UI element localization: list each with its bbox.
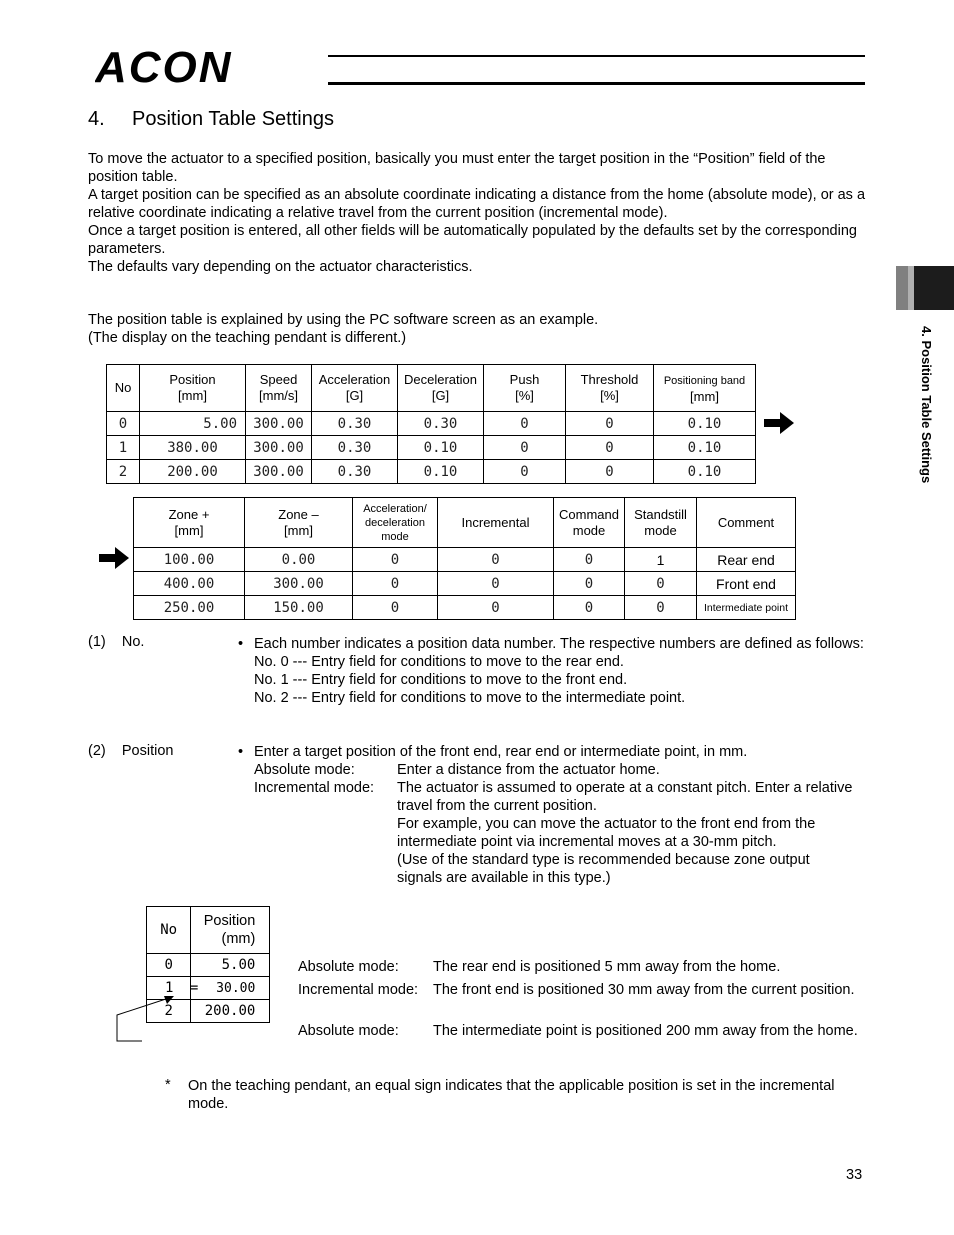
col-header-threshold: Threshold [%]	[566, 365, 654, 412]
col-header-acceleration: Acceleration [G]	[312, 365, 398, 412]
inc-mode-line: The actuator is assumed to operate at a constant pitch. Enter a relative travel from the current position.	[397, 780, 853, 814]
section-number: 4.	[88, 108, 105, 130]
col-header-speed: Speed [mm/s]	[246, 365, 312, 412]
item-no-label: (1) No.	[88, 634, 145, 650]
abs-mode-key: Absolute mode:	[254, 762, 355, 778]
item-position-lead: Enter a target position of the front end, rear end or intermediate point, in mm.	[254, 744, 748, 760]
col-header-zone-minus: Zone – [mm]	[245, 498, 353, 548]
intro-line: To move the actuator to a specified position, basically you must enter the target position in the “Position” field of the position table.	[88, 151, 826, 185]
col-header-positioning-band: Positioning band [mm]	[654, 365, 756, 412]
table-row: 250.00 150.00 0 0 0 0 Intermediate point	[134, 596, 796, 620]
table2-header-row	[134, 498, 796, 548]
pendant-header-row	[147, 907, 270, 954]
incremental-equal-sign: =	[189, 980, 199, 996]
mode-explanations	[298, 958, 868, 1068]
logo-text: ACON	[95, 43, 233, 88]
acon-logo	[95, 40, 335, 88]
table-row: 400.00 300.00 0 0 0 0 Front end	[134, 572, 796, 596]
section-title: Position Table Settings	[132, 108, 334, 130]
intro-paragraphs	[88, 150, 873, 276]
table-row: 0 5.00 300.00 0.30 0.30 0 0 0.10	[107, 412, 756, 436]
item-no-description	[238, 635, 868, 707]
abs-mode-value: Enter a distance from the actuator home.	[397, 762, 660, 778]
footnote-text: On the teaching pendant, an equal sign indicates that the applicable position is set in the incremental mode.	[188, 1078, 835, 1112]
example-note-line: (The display on the teaching pendant is different.)	[88, 330, 407, 346]
col-header-no: No	[107, 365, 140, 412]
section-heading	[88, 108, 334, 131]
footnote-mark: *	[165, 1077, 171, 1093]
mode-value: The front end is positioned 30 mm away from the current position.	[433, 982, 855, 998]
mode-value: The rear end is positioned 5 mm away from the home.	[433, 959, 781, 975]
table-row: 1 380.00 300.00 0.30 0.10 0 0 0.10	[107, 436, 756, 460]
col-header-incremental: Incremental	[438, 498, 554, 548]
page-number: 33	[846, 1167, 863, 1183]
table-row: 2 200.00	[147, 1000, 270, 1023]
inc-mode-line: (Use of the standard type is recommended because zone output signals are available in this type.)	[397, 852, 810, 886]
pendant-row-no: 1	[165, 980, 174, 996]
continue-arrow-icon	[764, 411, 794, 435]
item-no-line: No. 0 --- Entry field for conditions to move to the rear end.	[254, 654, 624, 670]
item-no-lead: Each number indicates a position data number. The respective numbers are defined as follows:	[254, 636, 864, 652]
item-no-line: No. 1 --- Entry field for conditions to move to the front end.	[254, 672, 628, 688]
mode-value: The intermediate point is positioned 200 mm away from the home.	[433, 1023, 858, 1039]
table-row: 0 5.00	[147, 954, 270, 977]
position-table-part1	[106, 364, 756, 484]
col-header-zone-plus: Zone + [mm]	[134, 498, 245, 548]
bullet-icon: •	[238, 744, 244, 760]
col-header-push: Push [%]	[484, 365, 566, 412]
chapter-tab	[896, 266, 954, 310]
header-rule-thick	[328, 82, 865, 85]
mode-key: Absolute mode:	[298, 959, 399, 975]
example-note-line: The position table is explained by using the PC software screen as an example.	[88, 312, 599, 328]
example-note	[88, 311, 873, 347]
inc-mode-key: Incremental mode:	[254, 780, 375, 796]
table1-header-row	[107, 365, 756, 412]
col-header-standstill-mode: Standstill mode	[625, 498, 697, 548]
mode-key: Incremental mode:	[298, 982, 419, 998]
col-header-command-mode: Command mode	[554, 498, 625, 548]
continued-arrow-icon	[99, 546, 129, 570]
equal-sign-pointer-arrow	[112, 960, 182, 1045]
col-header-acc-dec-mode: Acceleration/ deceleration mode	[353, 498, 438, 548]
col-header-comment: Comment	[697, 498, 796, 548]
inc-mode-line: For example, you can move the actuator to the front end from the intermediate point via incremental moves at a 30-mm pitch.	[397, 816, 816, 850]
item-position-label: (2) Position	[88, 743, 174, 759]
pendant-col-position: Position (mm)	[191, 907, 270, 954]
chapter-tab-label: 4. Position Table Settings	[919, 326, 934, 484]
table-row: 100.00 0.00 0 0 0 1 Rear end	[134, 548, 796, 572]
pendant-col-no: No	[147, 907, 191, 954]
col-header-deceleration: Deceleration [G]	[398, 365, 484, 412]
item-no-line: No. 2 --- Entry field for conditions to move to the intermediate point.	[254, 690, 686, 706]
table-row: 2 200.00 300.00 0.30 0.10 0 0 0.10	[107, 460, 756, 484]
item-position-description	[238, 743, 868, 887]
position-table-part2	[133, 497, 796, 620]
table-row: 1 = 30.00	[147, 977, 270, 1000]
intro-line: Once a target position is entered, all other fields will be automatically populated by the defaults set by the corresponding parameters.	[88, 223, 857, 257]
bullet-icon: •	[238, 636, 244, 652]
intro-line: A target position can be specified as an absolute coordinate indicating a distance from the home (absolute mode), or as a relative coordinate indicating a relative travel from the current position (incremental mode).	[88, 187, 866, 221]
header-rule-thin	[328, 55, 865, 57]
col-header-position: Position [mm]	[140, 365, 246, 412]
mode-key: Absolute mode:	[298, 1023, 399, 1039]
intro-line: The defaults vary depending on the actuator characteristics.	[88, 259, 473, 275]
